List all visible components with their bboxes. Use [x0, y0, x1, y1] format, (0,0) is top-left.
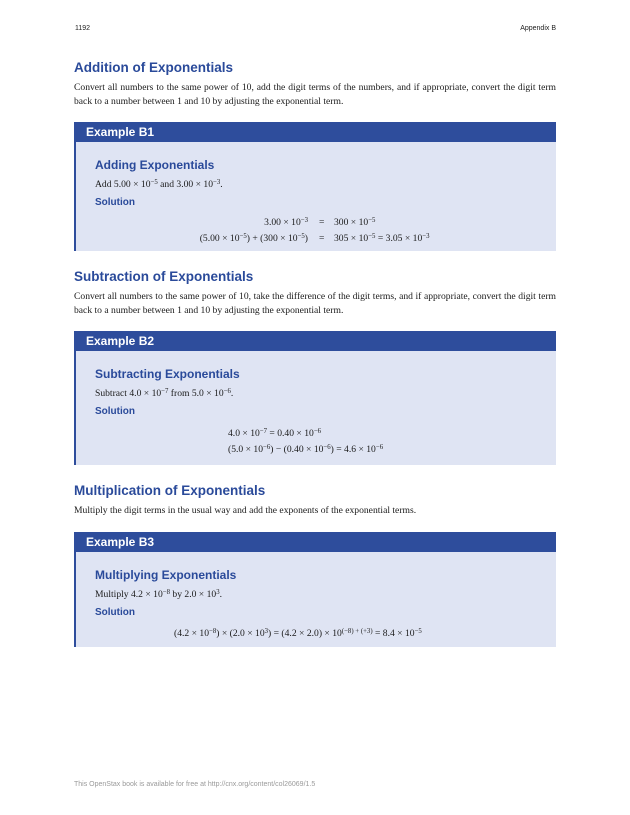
example-title: Adding Exponentials — [95, 158, 215, 172]
equation-2-lhs: $(5.00 \times 10^{-5}) + (300 \times 10^{-5})$ — [199, 233, 308, 244]
solution-label: Solution — [95, 607, 135, 618]
section-text-addition: Convert all numbers to the same power of 10, add the digit terms of the numbers, and if appropriate, convert the digit term back to a number between 1 and 10 by adjusting the exponential term. — [74, 82, 556, 107]
equation-1-equals: = — [319, 217, 325, 228]
section-title-addition: Addition of Exponentials — [74, 60, 233, 75]
equation-1-lhs: $3.00 \times 10^{-3}$ — [264, 217, 308, 228]
running-section-title: Appendix B — [520, 25, 556, 32]
solution-label: Solution — [95, 197, 135, 208]
example-label: Example B1 — [74, 122, 556, 142]
equation-2: $(5.0 \times 10^{-6}) - (0.40 \times 10^{-6}) = 4.6 \times 10^{-6}$ — [228, 444, 384, 455]
equation-1-rhs: $300 \times 10^{-5}$ — [334, 217, 376, 228]
example-b1 — [74, 122, 556, 251]
page-footer: This OpenStax book is available for free at http://cnx.org/content/col26069/1.5 — [74, 781, 316, 788]
example-b3 — [74, 532, 556, 647]
section-title-subtraction: Subtraction of Exponentials — [74, 269, 254, 284]
section-text-subtraction: Convert all numbers to the same power of 10, take the difference of the digit terms, and if appropriate, convert the digit term back to a number between 1 and 10 by adjusting the exponential term. — [74, 291, 556, 316]
example-problem: Multiply $4.2 \times 10^{-8}$ by $2.0 \times 10^3$. — [95, 589, 223, 600]
section-title-multiplication: Multiplication of Exponentials — [74, 483, 266, 498]
equation-1: $(4.2 \times 10^{-8}) \times (2.0 \times 10^3) = (4.2 \times 2.0) \times 10^{(-8) + (+3)} = 8.4 \times 10^{-5}$ — [174, 628, 422, 639]
example-problem: Add $5.00 \times 10^{-5}$ and $3.00 \times 10^{-3}$. — [95, 179, 223, 190]
section-text-multiplication: Multiply the digit terms in the usual way and add the exponents of the exponential terms. — [74, 505, 417, 516]
solution-label: Solution — [95, 406, 135, 417]
equation-2-rhs: $305 \times 10^{-5} = 3.05 \times 10^{-3}$ — [334, 233, 430, 244]
example-problem: Subtract $4.0 \times 10^{-7}$ from $5.0 \times 10^{-6}$. — [95, 388, 234, 399]
equation-1: $4.0 \times 10^{-7} = 0.40 \times 10^{-6}$ — [228, 428, 322, 439]
page-header — [75, 25, 556, 37]
example-title: Subtracting Exponentials — [95, 367, 240, 381]
example-b2 — [74, 331, 556, 465]
example-label: Example B3 — [74, 532, 556, 552]
example-label: Example B2 — [74, 331, 556, 351]
example-title: Multiplying Exponentials — [95, 568, 237, 582]
equation-2-equals: = — [319, 233, 325, 244]
page-number: 1192 — [75, 25, 91, 32]
